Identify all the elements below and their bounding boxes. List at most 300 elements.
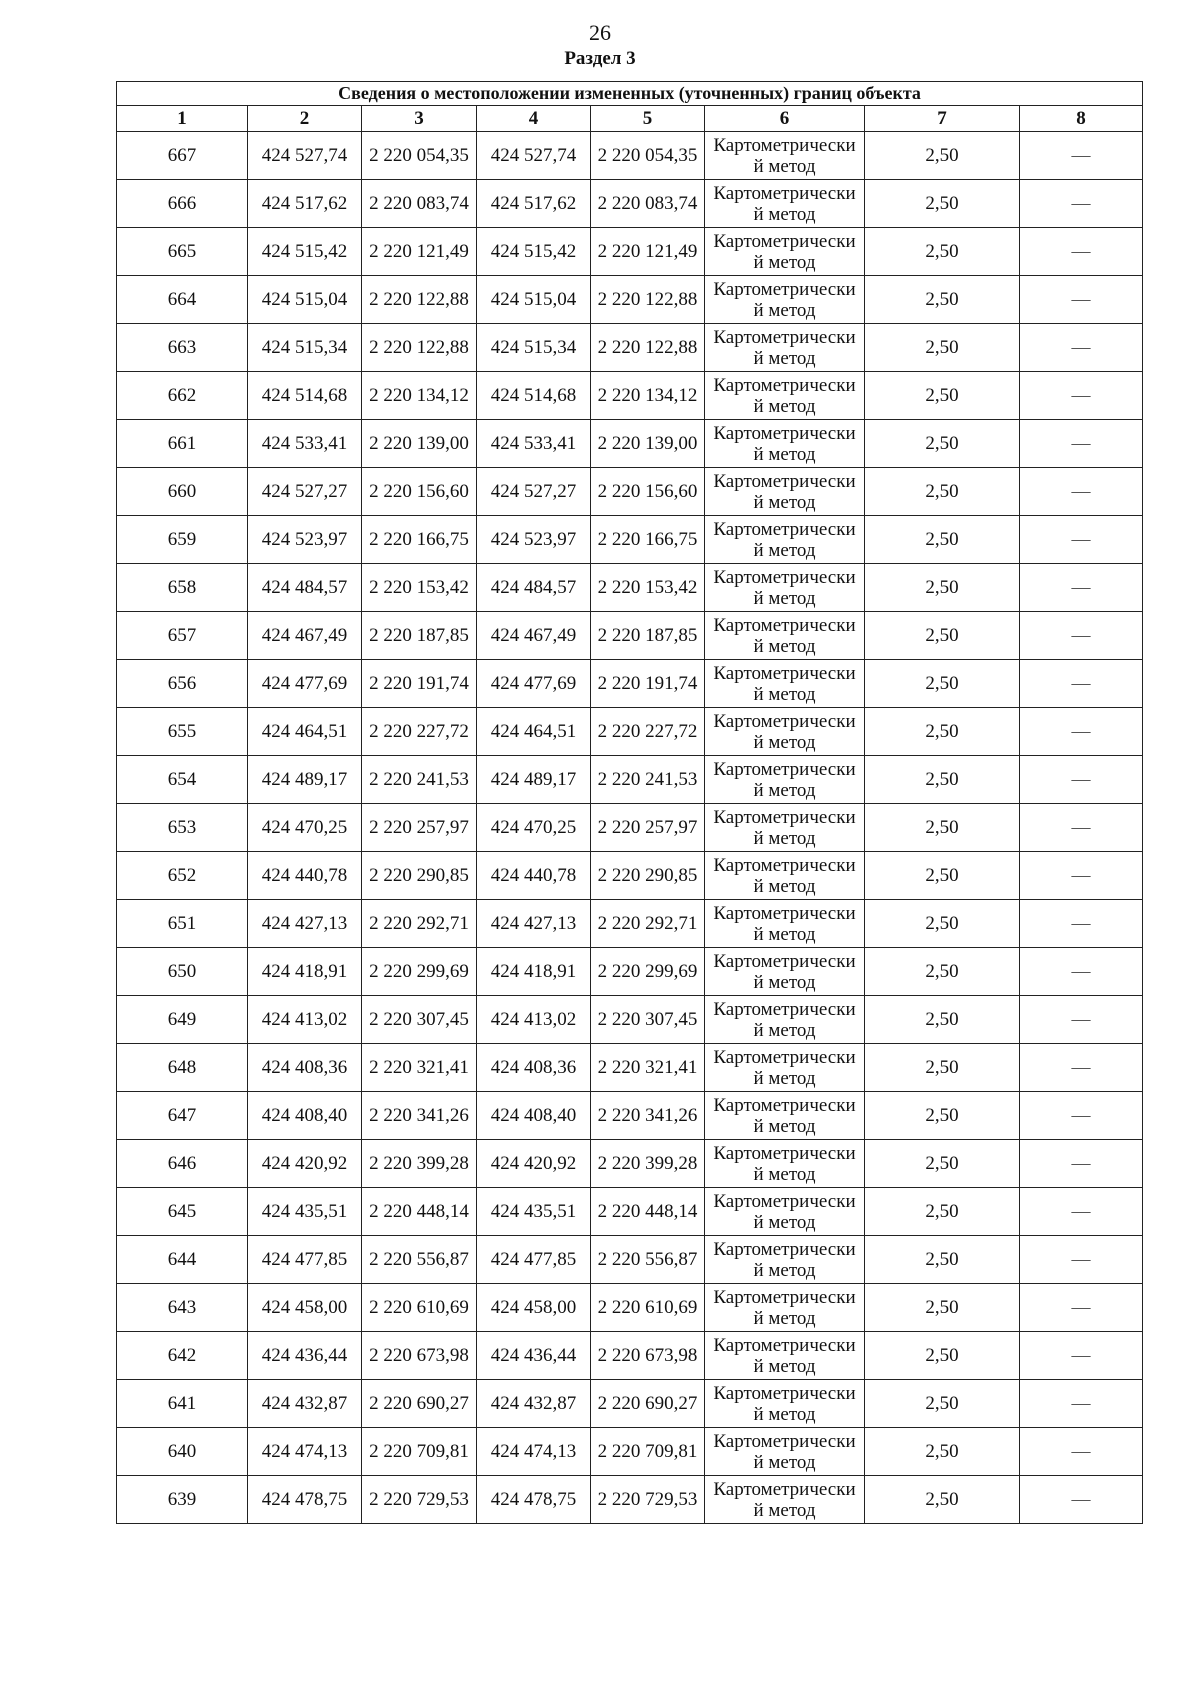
existing-y-cell: 2 220 307,45 (362, 996, 477, 1044)
method-cell (705, 468, 865, 516)
method-text-line2: й метод (753, 923, 816, 945)
method-text-line2: й метод (753, 875, 816, 897)
method-text-line2: й метод (753, 1259, 816, 1281)
method-cell (705, 372, 865, 420)
refined-y-cell: 2 220 122,88 (591, 276, 705, 324)
table-row (117, 660, 1143, 708)
existing-y-cell: 2 220 257,97 (362, 804, 477, 852)
accuracy-cell: 2,50 (865, 996, 1020, 1044)
point-number-cell: 641 (117, 1380, 248, 1428)
table-row (117, 948, 1143, 996)
note-cell: — (1020, 1140, 1143, 1188)
table-row (117, 1284, 1143, 1332)
point-number-cell: 645 (117, 1188, 248, 1236)
column-header-2: 2 (248, 106, 362, 132)
note-cell: — (1020, 756, 1143, 804)
method-text-line2: й метод (753, 1019, 816, 1041)
method-text-line2: й метод (753, 539, 816, 561)
point-number-cell: 655 (117, 708, 248, 756)
existing-y-cell: 2 220 187,85 (362, 612, 477, 660)
point-number-cell: 649 (117, 996, 248, 1044)
table-row (117, 468, 1143, 516)
method-text-line2: й метод (753, 155, 816, 177)
method-text-line1: Картометрически (713, 1142, 856, 1164)
method-text-line2: й метод (753, 1403, 816, 1425)
column-header-4: 4 (477, 106, 591, 132)
method-cell (705, 228, 865, 276)
page-number: 26 (589, 20, 611, 45)
existing-y-cell: 2 220 399,28 (362, 1140, 477, 1188)
refined-x-cell: 424 477,85 (477, 1236, 591, 1284)
refined-x-cell: 424 436,44 (477, 1332, 591, 1380)
method-text-line1: Картометрически (713, 374, 856, 396)
method-cell (705, 1284, 865, 1332)
accuracy-cell: 2,50 (865, 756, 1020, 804)
refined-y-cell: 2 220 153,42 (591, 564, 705, 612)
accuracy-cell: 2,50 (865, 1092, 1020, 1140)
method-text-line2: й метод (753, 491, 816, 513)
refined-x-cell: 424 477,69 (477, 660, 591, 708)
table-row (117, 1092, 1143, 1140)
refined-y-cell: 2 220 139,00 (591, 420, 705, 468)
method-text-line2: й метод (753, 971, 816, 993)
existing-y-cell: 2 220 122,88 (362, 276, 477, 324)
column-header-5: 5 (591, 106, 705, 132)
table-row (117, 804, 1143, 852)
method-text-line2: й метод (753, 395, 816, 417)
note-cell: — (1020, 1332, 1143, 1380)
existing-y-cell: 2 220 191,74 (362, 660, 477, 708)
existing-x-cell: 424 420,92 (248, 1140, 362, 1188)
existing-y-cell: 2 220 321,41 (362, 1044, 477, 1092)
method-text-line1: Картометрически (713, 854, 856, 876)
existing-x-cell: 424 436,44 (248, 1332, 362, 1380)
point-number-cell: 660 (117, 468, 248, 516)
table-row (117, 564, 1143, 612)
existing-x-cell: 424 515,42 (248, 228, 362, 276)
point-number-cell: 656 (117, 660, 248, 708)
method-text-line1: Картометрически (713, 710, 856, 732)
refined-y-cell: 2 220 156,60 (591, 468, 705, 516)
existing-x-cell: 424 533,41 (248, 420, 362, 468)
method-text-line2: й метод (753, 683, 816, 705)
existing-y-cell: 2 220 083,74 (362, 180, 477, 228)
method-cell (705, 1140, 865, 1188)
refined-x-cell: 424 517,62 (477, 180, 591, 228)
existing-x-cell: 424 474,13 (248, 1428, 362, 1476)
refined-y-cell: 2 220 292,71 (591, 900, 705, 948)
accuracy-cell: 2,50 (865, 372, 1020, 420)
table-row (117, 1188, 1143, 1236)
point-number-cell: 666 (117, 180, 248, 228)
existing-y-cell: 2 220 139,00 (362, 420, 477, 468)
existing-y-cell: 2 220 299,69 (362, 948, 477, 996)
method-text-line1: Картометрически (713, 230, 856, 252)
method-text-line1: Картометрически (713, 518, 856, 540)
note-cell: — (1020, 996, 1143, 1044)
refined-x-cell: 424 427,13 (477, 900, 591, 948)
method-text-line1: Картометрически (713, 1190, 856, 1212)
refined-x-cell: 424 467,49 (477, 612, 591, 660)
method-text-line2: й метод (753, 299, 816, 321)
refined-x-cell: 424 458,00 (477, 1284, 591, 1332)
method-cell (705, 804, 865, 852)
existing-y-cell: 2 220 729,53 (362, 1476, 477, 1524)
method-text-line2: й метод (753, 443, 816, 465)
refined-x-cell: 424 489,17 (477, 756, 591, 804)
note-cell: — (1020, 132, 1143, 180)
refined-x-cell: 424 435,51 (477, 1188, 591, 1236)
point-number-cell: 652 (117, 852, 248, 900)
method-text-line2: й метод (753, 779, 816, 801)
point-number-cell: 653 (117, 804, 248, 852)
refined-x-cell: 424 432,87 (477, 1380, 591, 1428)
existing-x-cell: 424 464,51 (248, 708, 362, 756)
note-cell: — (1020, 564, 1143, 612)
method-text-line2: й метод (753, 1499, 816, 1521)
refined-x-cell: 424 515,34 (477, 324, 591, 372)
point-number-cell: 643 (117, 1284, 248, 1332)
existing-y-cell: 2 220 292,71 (362, 900, 477, 948)
method-text-line1: Картометрически (713, 1430, 856, 1452)
section-title: Раздел 3 (564, 48, 636, 69)
table-row (117, 1140, 1143, 1188)
point-number-cell: 659 (117, 516, 248, 564)
existing-x-cell: 424 435,51 (248, 1188, 362, 1236)
method-cell (705, 948, 865, 996)
existing-y-cell: 2 220 610,69 (362, 1284, 477, 1332)
accuracy-cell: 2,50 (865, 1380, 1020, 1428)
refined-x-cell: 424 515,04 (477, 276, 591, 324)
table-row (117, 132, 1143, 180)
column-header-7: 7 (865, 106, 1020, 132)
method-text-line2: й метод (753, 827, 816, 849)
refined-y-cell: 2 220 673,98 (591, 1332, 705, 1380)
refined-y-cell: 2 220 610,69 (591, 1284, 705, 1332)
column-header-3: 3 (362, 106, 477, 132)
method-text-line1: Картометрически (713, 1046, 856, 1068)
accuracy-cell: 2,50 (865, 468, 1020, 516)
existing-y-cell: 2 220 341,26 (362, 1092, 477, 1140)
method-cell (705, 1380, 865, 1428)
method-text-line1: Картометрически (713, 1286, 856, 1308)
table-row (117, 1428, 1143, 1476)
existing-x-cell: 424 467,49 (248, 612, 362, 660)
method-cell (705, 516, 865, 564)
table-row (117, 1044, 1143, 1092)
method-cell (705, 996, 865, 1044)
refined-x-cell: 424 470,25 (477, 804, 591, 852)
note-cell: — (1020, 516, 1143, 564)
point-number-cell: 642 (117, 1332, 248, 1380)
table-row (117, 180, 1143, 228)
accuracy-cell: 2,50 (865, 1284, 1020, 1332)
refined-x-cell: 424 413,02 (477, 996, 591, 1044)
table-body (117, 132, 1143, 1524)
accuracy-cell: 2,50 (865, 612, 1020, 660)
refined-y-cell: 2 220 690,27 (591, 1380, 705, 1428)
note-cell: — (1020, 1428, 1143, 1476)
refined-x-cell: 424 515,42 (477, 228, 591, 276)
existing-y-cell: 2 220 709,81 (362, 1428, 477, 1476)
existing-x-cell: 424 418,91 (248, 948, 362, 996)
refined-y-cell: 2 220 241,53 (591, 756, 705, 804)
note-cell: — (1020, 804, 1143, 852)
refined-y-cell: 2 220 122,88 (591, 324, 705, 372)
method-text-line1: Картометрически (713, 1094, 856, 1116)
existing-y-cell: 2 220 241,53 (362, 756, 477, 804)
method-text-line2: й метод (753, 1307, 816, 1329)
method-text-line1: Картометрически (713, 182, 856, 204)
existing-x-cell: 424 408,40 (248, 1092, 362, 1140)
method-text-line2: й метод (753, 203, 816, 225)
method-text-line2: й метод (753, 587, 816, 609)
table-row (117, 852, 1143, 900)
existing-x-cell: 424 470,25 (248, 804, 362, 852)
existing-x-cell: 424 527,74 (248, 132, 362, 180)
table-row (117, 612, 1143, 660)
refined-y-cell: 2 220 257,97 (591, 804, 705, 852)
accuracy-cell: 2,50 (865, 276, 1020, 324)
note-cell: — (1020, 852, 1143, 900)
accuracy-cell: 2,50 (865, 1236, 1020, 1284)
method-text-line1: Картометрически (713, 1382, 856, 1404)
note-cell: — (1020, 1188, 1143, 1236)
existing-x-cell: 424 517,62 (248, 180, 362, 228)
existing-x-cell: 424 489,17 (248, 756, 362, 804)
method-text-line2: й метод (753, 1451, 816, 1473)
refined-y-cell: 2 220 556,87 (591, 1236, 705, 1284)
table-row (117, 1332, 1143, 1380)
note-cell: — (1020, 900, 1143, 948)
method-cell (705, 1188, 865, 1236)
refined-y-cell: 2 220 083,74 (591, 180, 705, 228)
column-header-8: 8 (1020, 106, 1143, 132)
existing-y-cell: 2 220 122,88 (362, 324, 477, 372)
accuracy-cell: 2,50 (865, 804, 1020, 852)
refined-x-cell: 424 408,36 (477, 1044, 591, 1092)
table-row (117, 1236, 1143, 1284)
refined-y-cell: 2 220 290,85 (591, 852, 705, 900)
refined-y-cell: 2 220 307,45 (591, 996, 705, 1044)
point-number-cell: 646 (117, 1140, 248, 1188)
refined-x-cell: 424 484,57 (477, 564, 591, 612)
accuracy-cell: 2,50 (865, 1428, 1020, 1476)
method-text-line2: й метод (753, 347, 816, 369)
existing-x-cell: 424 408,36 (248, 1044, 362, 1092)
method-cell (705, 708, 865, 756)
method-cell (705, 132, 865, 180)
refined-y-cell: 2 220 191,74 (591, 660, 705, 708)
note-cell: — (1020, 1284, 1143, 1332)
method-text-line1: Картометрически (713, 326, 856, 348)
note-cell: — (1020, 612, 1143, 660)
table-row (117, 324, 1143, 372)
method-cell (705, 1476, 865, 1524)
accuracy-cell: 2,50 (865, 1044, 1020, 1092)
refined-y-cell: 2 220 729,53 (591, 1476, 705, 1524)
point-number-cell: 650 (117, 948, 248, 996)
refined-x-cell: 424 418,91 (477, 948, 591, 996)
note-cell: — (1020, 324, 1143, 372)
table-row (117, 1380, 1143, 1428)
existing-y-cell: 2 220 290,85 (362, 852, 477, 900)
method-text-line1: Картометрически (713, 662, 856, 684)
point-number-cell: 640 (117, 1428, 248, 1476)
refined-x-cell: 424 464,51 (477, 708, 591, 756)
column-header-1: 1 (117, 106, 248, 132)
existing-y-cell: 2 220 556,87 (362, 1236, 477, 1284)
existing-y-cell: 2 220 166,75 (362, 516, 477, 564)
refined-x-cell: 424 478,75 (477, 1476, 591, 1524)
column-header-row (117, 106, 1143, 132)
table-row (117, 996, 1143, 1044)
point-number-cell: 667 (117, 132, 248, 180)
accuracy-cell: 2,50 (865, 180, 1020, 228)
accuracy-cell: 2,50 (865, 852, 1020, 900)
note-cell: — (1020, 228, 1143, 276)
accuracy-cell: 2,50 (865, 1332, 1020, 1380)
method-cell (705, 420, 865, 468)
refined-y-cell: 2 220 399,28 (591, 1140, 705, 1188)
existing-x-cell: 424 413,02 (248, 996, 362, 1044)
table-row (117, 228, 1143, 276)
point-number-cell: 658 (117, 564, 248, 612)
refined-x-cell: 424 527,74 (477, 132, 591, 180)
method-cell (705, 180, 865, 228)
accuracy-cell: 2,50 (865, 1140, 1020, 1188)
refined-y-cell: 2 220 709,81 (591, 1428, 705, 1476)
existing-x-cell: 424 527,27 (248, 468, 362, 516)
note-cell: — (1020, 468, 1143, 516)
existing-x-cell: 424 458,00 (248, 1284, 362, 1332)
refined-y-cell: 2 220 321,41 (591, 1044, 705, 1092)
refined-x-cell: 424 474,13 (477, 1428, 591, 1476)
point-number-cell: 664 (117, 276, 248, 324)
refined-x-cell: 424 523,97 (477, 516, 591, 564)
existing-x-cell: 424 484,57 (248, 564, 362, 612)
refined-y-cell: 2 220 166,75 (591, 516, 705, 564)
existing-y-cell: 2 220 121,49 (362, 228, 477, 276)
method-text-line2: й метод (753, 1163, 816, 1185)
accuracy-cell: 2,50 (865, 900, 1020, 948)
accuracy-cell: 2,50 (865, 948, 1020, 996)
accuracy-cell: 2,50 (865, 132, 1020, 180)
existing-y-cell: 2 220 153,42 (362, 564, 477, 612)
method-text-line2: й метод (753, 1115, 816, 1137)
note-cell: — (1020, 1044, 1143, 1092)
note-cell: — (1020, 420, 1143, 468)
note-cell: — (1020, 660, 1143, 708)
method-text-line1: Картометрически (713, 614, 856, 636)
accuracy-cell: 2,50 (865, 564, 1020, 612)
coordinates-table (116, 81, 1143, 1524)
refined-y-cell: 2 220 134,12 (591, 372, 705, 420)
accuracy-cell: 2,50 (865, 1476, 1020, 1524)
existing-x-cell: 424 440,78 (248, 852, 362, 900)
method-text-line2: й метод (753, 1355, 816, 1377)
note-cell: — (1020, 180, 1143, 228)
method-text-line2: й метод (753, 251, 816, 273)
method-cell (705, 324, 865, 372)
refined-x-cell: 424 408,40 (477, 1092, 591, 1140)
note-cell: — (1020, 372, 1143, 420)
refined-y-cell: 2 220 448,14 (591, 1188, 705, 1236)
method-text-line1: Картометрически (713, 902, 856, 924)
table-row (117, 708, 1143, 756)
method-text-line1: Картометрически (713, 998, 856, 1020)
refined-y-cell: 2 220 187,85 (591, 612, 705, 660)
method-cell (705, 564, 865, 612)
existing-x-cell: 424 523,97 (248, 516, 362, 564)
refined-y-cell: 2 220 227,72 (591, 708, 705, 756)
table-row (117, 276, 1143, 324)
refined-x-cell: 424 514,68 (477, 372, 591, 420)
existing-y-cell: 2 220 054,35 (362, 132, 477, 180)
table-caption: Сведения о местоположении измененных (уточненных) границ объекта (117, 82, 1143, 106)
existing-x-cell: 424 515,04 (248, 276, 362, 324)
method-text-line1: Картометрически (713, 1238, 856, 1260)
existing-y-cell: 2 220 134,12 (362, 372, 477, 420)
existing-y-cell: 2 220 448,14 (362, 1188, 477, 1236)
existing-x-cell: 424 477,85 (248, 1236, 362, 1284)
note-cell: — (1020, 1476, 1143, 1524)
refined-y-cell: 2 220 054,35 (591, 132, 705, 180)
table-row (117, 372, 1143, 420)
point-number-cell: 648 (117, 1044, 248, 1092)
note-cell: — (1020, 1236, 1143, 1284)
method-cell (705, 660, 865, 708)
table-row (117, 420, 1143, 468)
accuracy-cell: 2,50 (865, 708, 1020, 756)
method-text-line1: Картометрически (713, 950, 856, 972)
method-cell (705, 900, 865, 948)
refined-y-cell: 2 220 299,69 (591, 948, 705, 996)
method-text-line2: й метод (753, 731, 816, 753)
refined-x-cell: 424 440,78 (477, 852, 591, 900)
existing-x-cell: 424 477,69 (248, 660, 362, 708)
note-cell: — (1020, 1092, 1143, 1140)
note-cell: — (1020, 708, 1143, 756)
method-text-line1: Картометрически (713, 758, 856, 780)
note-cell: — (1020, 276, 1143, 324)
accuracy-cell: 2,50 (865, 516, 1020, 564)
method-text-line1: Картометрически (713, 806, 856, 828)
point-number-cell: 665 (117, 228, 248, 276)
method-cell (705, 612, 865, 660)
table-row (117, 900, 1143, 948)
method-text-line1: Картометрически (713, 1334, 856, 1356)
existing-y-cell: 2 220 156,60 (362, 468, 477, 516)
existing-x-cell: 424 515,34 (248, 324, 362, 372)
method-text-line2: й метод (753, 1067, 816, 1089)
point-number-cell: 654 (117, 756, 248, 804)
method-cell (705, 1428, 865, 1476)
existing-x-cell: 424 514,68 (248, 372, 362, 420)
method-cell (705, 756, 865, 804)
method-cell (705, 276, 865, 324)
existing-y-cell: 2 220 227,72 (362, 708, 477, 756)
refined-x-cell: 424 527,27 (477, 468, 591, 516)
method-text-line2: й метод (753, 635, 816, 657)
method-text-line2: й метод (753, 1211, 816, 1233)
column-header-6: 6 (705, 106, 865, 132)
point-number-cell: 647 (117, 1092, 248, 1140)
point-number-cell: 651 (117, 900, 248, 948)
accuracy-cell: 2,50 (865, 1188, 1020, 1236)
method-text-line1: Картометрически (713, 422, 856, 444)
accuracy-cell: 2,50 (865, 324, 1020, 372)
